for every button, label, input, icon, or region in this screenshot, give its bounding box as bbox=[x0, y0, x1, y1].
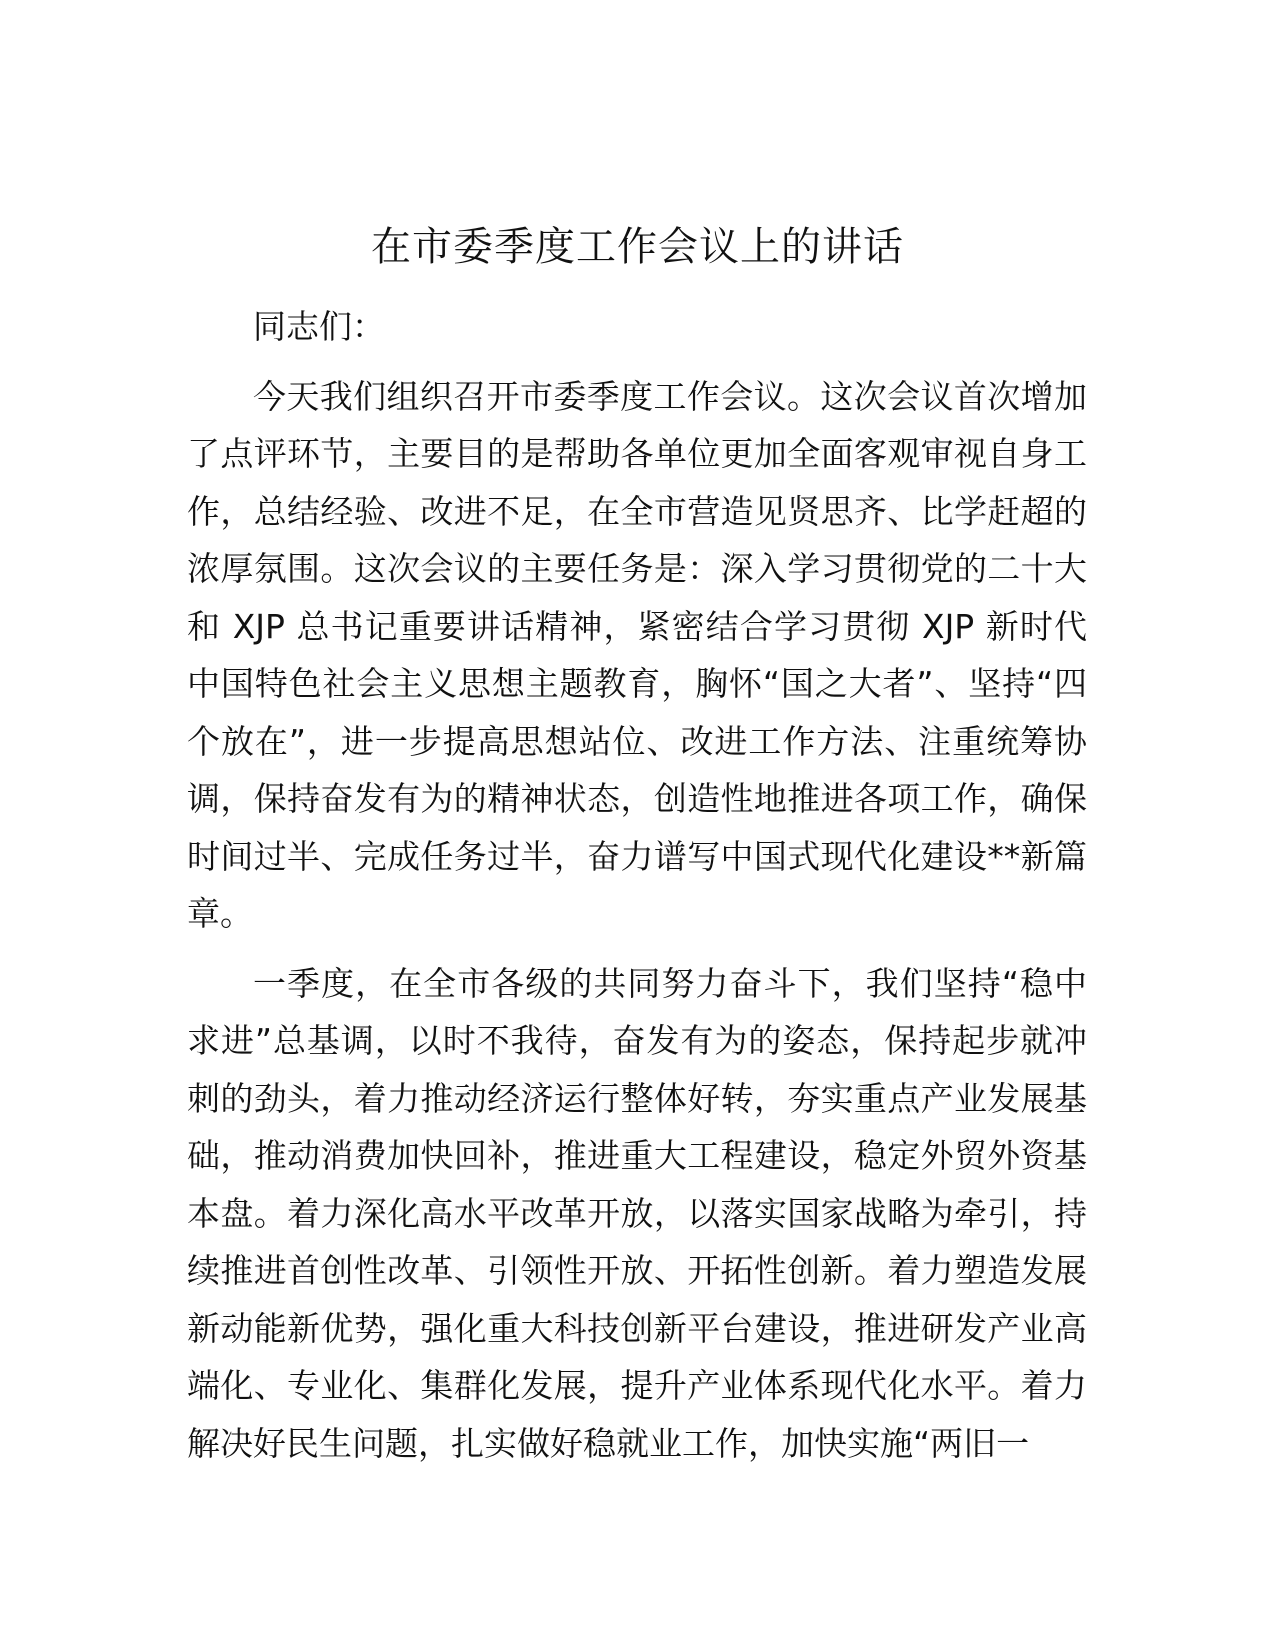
document-title: 在市委季度工作会议上的讲话 bbox=[371, 224, 904, 270]
paragraph-opening: 今天我们组织召开市委季度工作会议。这次会议首次增加了点评环节，主要目的是帮助各单位更加全面客观审视自身工作，总结经验、改进不足，在全市营造见贤思齐、比学赶超的浓厚氛围。这次会议的主要任务是：深入学习贯彻党的二十大和 XJP 总书记重要讲话精神，紧密结合学习贯彻 XJP 新时代中国特色社会主义思想主题教育，胸怀“国之大者”、坚持“四个放在”，进一步提高思想站位、改进工作方法、注重统筹协调，保持奋发有为的精神状态，创造性地推进各项工作，确保时间过半、完成任务过半，奋力谱写中国式现代化建设**新篇章。 bbox=[187, 376, 1087, 933]
document-body bbox=[187, 298, 1087, 1472]
salutation: 同志们： bbox=[253, 307, 385, 346]
paragraph-first-quarter: 一季度，在全市各级的共同努力奋斗下，我们坚持“稳中求进”总基调，以时不我待，奋发有为的姿态，保持起步就冲刺的劲头，着力推动经济运行整体好转，夯实重点产业发展基础，推动消费加快回补，推进重大工程建设，稳定外贸外资基本盘。着力深化高水平改革开放，以落实国家战略为牵引，持续推进首创性改革、引领性开放、开拓性创新。着力塑造发展新动能新优势，强化重大科技创新平台建设，推进研发产业高端化、专业化、集群化发展，提升产业体系现代化水平。着力解决好民生问题，扎实做好稳就业工作，加快实施“两旧一 bbox=[187, 963, 1087, 1463]
